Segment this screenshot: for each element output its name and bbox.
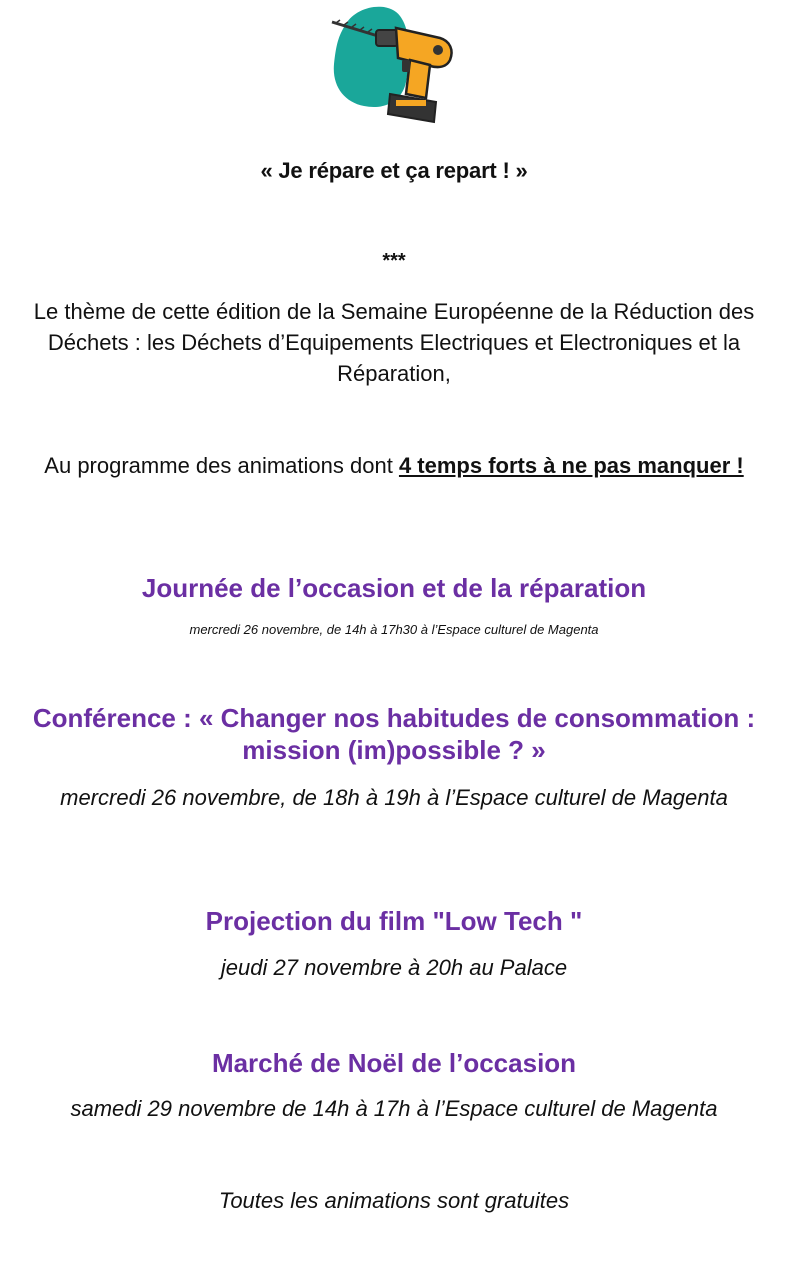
event-title: Projection du film "Low Tech " — [205, 906, 583, 936]
event-details: mercredi 26 novembre, de 18h à 19h à l’Espace culturel de Magenta — [60, 785, 728, 810]
programme-lead: Au programme des animations dont — [44, 453, 399, 478]
event-title: Journée de l’occasion et de la réparation — [141, 573, 647, 603]
intro-text: Le thème de cette édition de la Semaine Européenne de la Réduction des Déchets : les Déchets d’Equipements Electriques et Electroniques et la Réparation, — [33, 299, 755, 386]
event-details: jeudi 27 novembre à 20h au Palace — [220, 955, 568, 980]
drill-icon — [326, 2, 460, 126]
programme-highlight: 4 temps forts à ne pas manquer ! — [398, 453, 744, 478]
event-title: Conférence : « Changer nos habitudes de consommation : mission (im)possible ? » — [32, 703, 756, 765]
footer-note: Toutes les animations sont gratuites — [218, 1188, 570, 1213]
tagline: « Je répare et ça repart ! » — [260, 158, 528, 183]
event-details: samedi 29 novembre de 14h à 17h à l’Espace culturel de Magenta — [70, 1096, 718, 1121]
programme-text — [0, 450, 788, 481]
event-details: mercredi 26 novembre, de 14h à 17h30 à l’Espace culturel de Magenta — [189, 622, 599, 637]
event-title: Marché de Noël de l’occasion — [211, 1048, 577, 1078]
separator: *** — [382, 250, 406, 272]
